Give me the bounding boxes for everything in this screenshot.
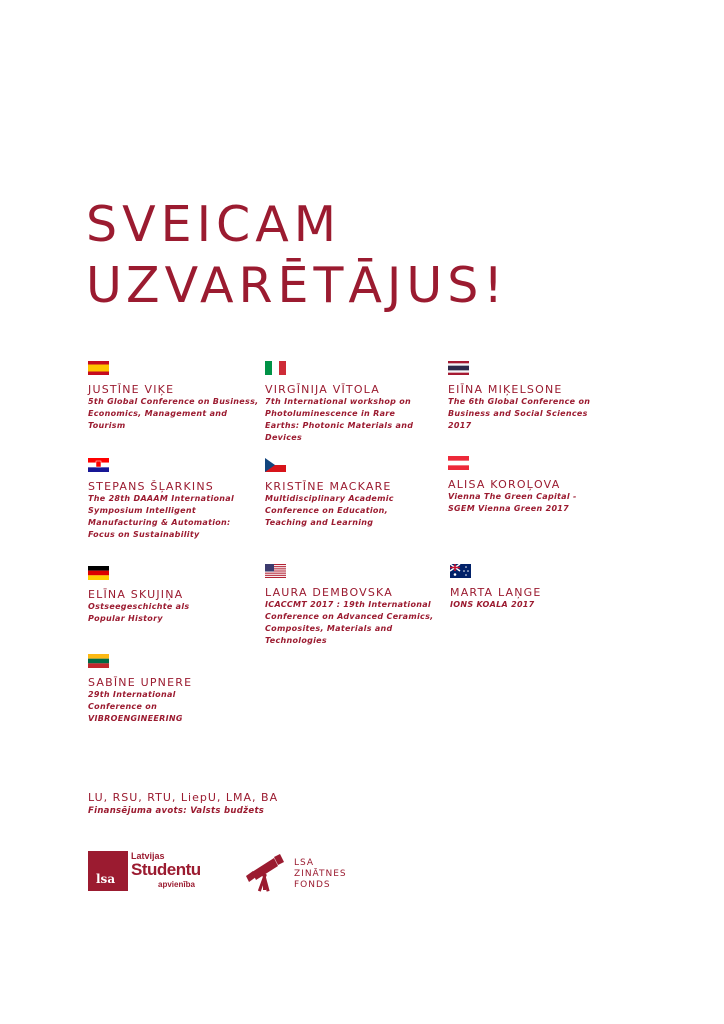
winner-conference: IONS KOALA 2017 [450,600,535,609]
winner-name: KRISTĪNE MACKARE [265,480,392,493]
winner-name: SABĪNE UPNERE [88,676,193,689]
funding-label: Finansējuma avots: [88,806,187,816]
headline-line-1: SVEICAM [86,196,342,253]
winner-conference: 5th Global Conference on Business, Economics, Management and Tourism [88,397,259,430]
headline [86,194,508,316]
spain-flag-icon [88,361,109,375]
zinatnes-fonds-logo [244,852,364,896]
winner-conference: ICACCMT 2017 : 19th International Conference on Advanced Ceramics, Composites, Materials and Technologies [265,600,434,645]
winner-conference: Vienna The Green Capital - SGEM Vienna Green 2017 [448,492,577,513]
funding-value: Valsts budžets [190,806,265,816]
thailand-flag-icon [448,361,469,375]
winner-name: STEPANS ŠĻARKINS [88,480,214,493]
winner-card [88,361,263,432]
lsa-logo-mark: lsa [88,851,128,891]
zf-line1: LSA [294,858,315,868]
zinatnes-fonds-text [294,858,347,891]
winner-name: ALISA KOROĻOVA [448,478,561,491]
winner-conference: Ostseegeschichte als Popular History [88,602,190,623]
winner-conference: The 6th Global Conference on Business and Social Sciences 2017 [448,397,591,430]
italy-flag-icon [265,361,286,375]
germany-flag-icon [88,566,109,580]
winner-conference: The 28th DAAAM International Symposium Intelligent Manufacturing & Automation: Focus on Sustainability [88,494,235,539]
footer [88,790,278,817]
headline-line-2: UZVARĒTĀJUS! [86,257,508,314]
funding-source [88,805,278,817]
zf-line2: ZINĀTNES [294,869,347,879]
lsa-logo-line1: Latvijas [131,851,165,861]
winner-name: VIRGĪNIJA VĪTOLA [265,383,380,396]
winner-card [448,361,623,432]
winner-conference: Multidisciplinary Academic Conference on Education, Teaching and Learning [265,494,394,527]
winner-card [265,458,440,529]
lithuania-flag-icon [88,654,109,668]
winner-card [88,654,263,725]
winner-conference: 7th International workshop on Photoluminescence in Rare Earths: Photonic Materials and Devices [265,397,414,442]
croatia-flag-icon [88,458,109,472]
winner-card [265,361,440,444]
czech-flag-icon [265,458,286,472]
zf-line3: FONDS [294,880,331,890]
australia-flag-icon [450,564,471,578]
winner-name: ELĪNA SKUJIŅA [88,588,184,601]
lsa-logo [88,851,201,893]
winner-card [448,456,623,515]
usa-flag-icon [265,564,286,578]
winner-name: JUSTĪNE VIĶE [88,383,175,396]
winner-card [450,564,625,611]
winner-name: LAURA DEMBOVSKA [265,586,393,599]
universities-list: LU, RSU, RTU, LiepU, LMA, BA [88,791,279,804]
winner-card [88,566,263,625]
winner-conference: 29th International Conference on VIBROENGINEERING [88,690,183,723]
lsa-logo-line3: apvienība [158,880,195,889]
winner-name: MARTA LAŅGE [450,586,542,599]
telescope-icon [244,852,288,896]
lsa-logo-line2: Studentu [131,860,201,879]
winner-card [88,458,263,541]
winner-name: EIĪNA MIĶELSONE [448,383,563,396]
austria-flag-icon [448,456,469,470]
winner-card [265,564,440,647]
